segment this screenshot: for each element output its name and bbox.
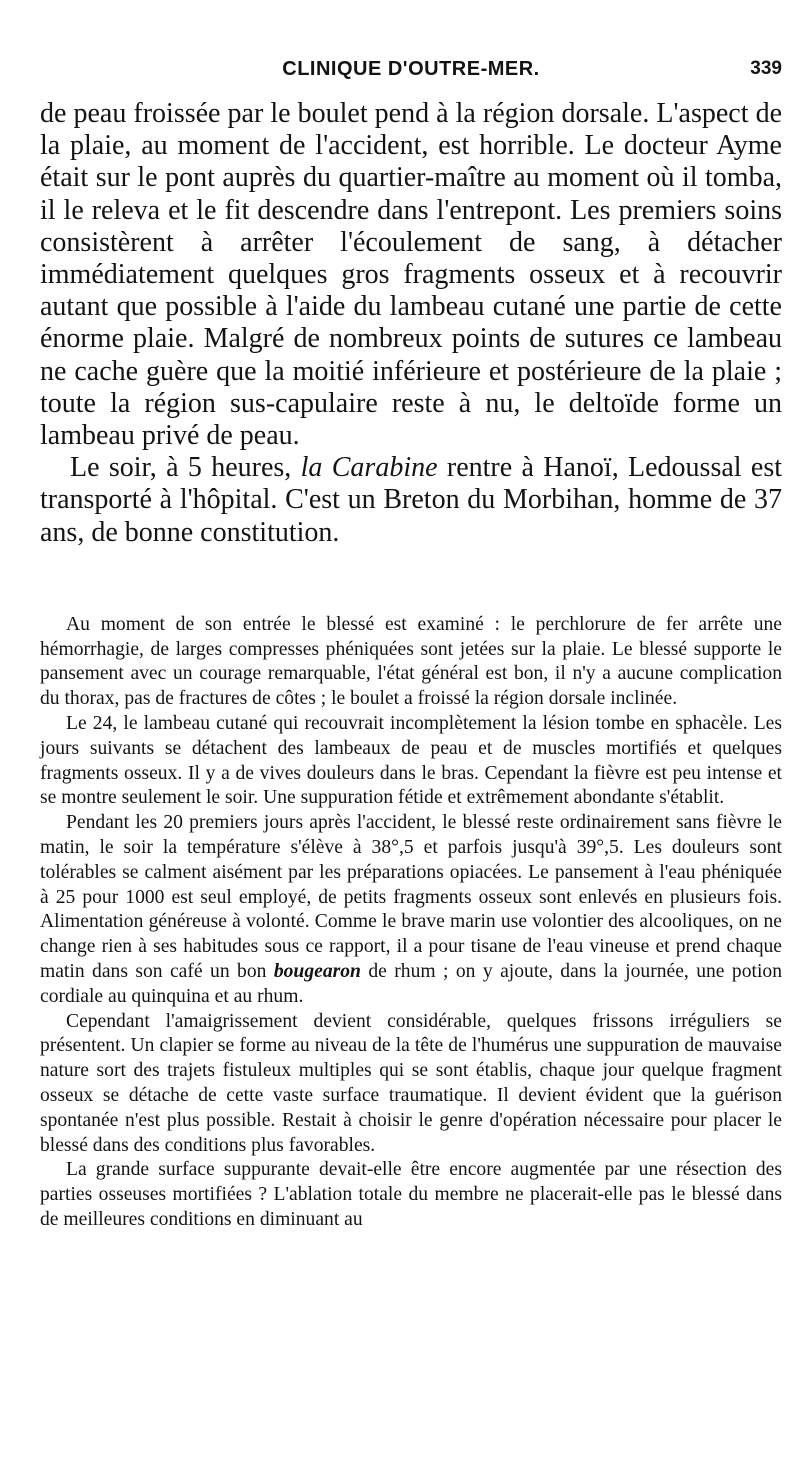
paragraph-wound-description: de peau froissée par le boulet pend à la région dorsale. L'aspect de la plaie, au moment de l'accident, est horrible. Le docteur Ayme était sur le pont auprès du quartier-maître au moment où il tomba, il le releva et le fit descendre dans l'entrepont. Les premiers soins consistèrent à arrêter l'écoulement de sang, à détacher immédiatement quelques gros fragments osseux et à recouvrir autant que possible à l'aide du lambeau cutané une partie de cette énorme plaie. Malgré de nombreux points de sutures ce lambeau ne cache guère que la moitié inférieure et postérieure de la plaie ; toute la région sus-capulaire reste à nu, le deltoïde forme un lambeau privé de peau. <box>40 98 782 452</box>
paragraph-sphacelus: Le 24, le lambeau cutané qui recouvrait incomplètement la lésion tombe en sphacèle. Les jours suivants se détachent des lambeaux de peau et de muscles mortifiés et quelques fragments osseux. Il y a de vives douleurs dans le bras. Cependant la fièvre est peu intense et se montre seulement le soir. Une suppuration fétide et extrêmement abondante s'établit. <box>40 713 782 809</box>
paragraph-transport-end: rentre à Hanoï, Ledoussal est transporté à l'hôpital. C'est un Breton du Morbihan, homme de 37 ans, de bonne constitution. <box>40 452 783 548</box>
page-number: 339 <box>750 58 782 79</box>
paragraph-first-twenty-days <box>40 811 782 1009</box>
paragraph-surgical-question: La grande surface suppurante devait-elle être encore augmentée par une résection des parties osseuses mortifiées ? L'ablation totale du membre ne placerait-elle pas le blessé dans de meilleures conditions en diminuant au <box>40 1159 782 1230</box>
paragraph-transport <box>40 452 782 549</box>
paragraph-admission: Au moment de son entrée le blessé est examiné : le perchlorure de fer arrête une hémorrhagie, de larges compresses phéniquées sont jetées sur la plaie. Le blessé supporte le pansement avec un courage remarquable, l'état général est bon, il n'y a aucune complication du thorax, pas de fractures de côtes ; le boulet a froissé la région dorsale inclinée. <box>40 613 782 710</box>
paragraph-first-twenty-days-end: de rhum ; on y ajoute, dans la journée, une potion cordiale au quinquina et au rhum. <box>40 961 782 1007</box>
running-title: CLINIQUE D'OUTRE-MER. <box>282 58 540 80</box>
main-text-block <box>40 98 782 549</box>
paragraph-emaciation: Cependant l'amaigrissement devient considérable, quelques frissons irréguliers se présentent. Un clapier se forme au niveau de la tête de l'humérus une suppuration de mauvaise nature sort des trajets fistuleux multiples qui se sont établis, chaque jour quelque fragment osseux se détache de cette vaste surface traumatique. Il devient évident que la guérison spontanée n'est plus possible. Restait à choisir le genre d'opération nécessaire pour placer le blessé dans des conditions plus favorables. <box>40 1010 782 1156</box>
book-page <box>40 58 782 1233</box>
case-notes-block <box>40 613 782 1233</box>
running-head <box>40 58 782 98</box>
paragraph-first-twenty-days-start: Pendant les 20 premiers jours après l'accident, le blessé reste ordinairement sans fièvre le matin, le soir la température s'élève à 38°,5 et parfois jusqu'à 39°,5. Les douleurs sont tolérables se calment aisément par les préparations opiacées. Le pansement à l'eau phéniquée à 25 pour 1000 est seul employé, de petits fragments osseux sont enlevés en plusieurs fois. Alimentation généreuse à volonté. Comme le brave marin use volontier des alcooliques, on ne change rien à ses habitudes sous ce rapport, il a pour tisane de l'eau vineuse et prend chaque matin dans son café un bon <box>40 812 782 982</box>
ship-name: la Carabine <box>300 452 438 484</box>
term-bougearon: bougearon <box>273 961 361 982</box>
paragraph-transport-start: Le soir, à 5 heures, <box>70 452 301 484</box>
